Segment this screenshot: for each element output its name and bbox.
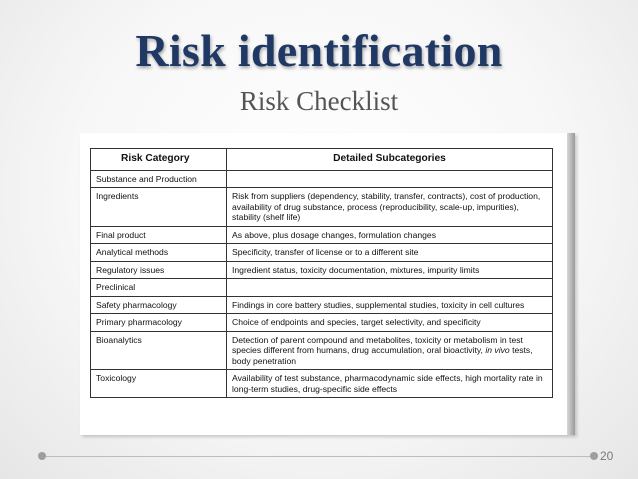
subcategory-cell: Choice of endpoints and species, target selectivity, and specificity xyxy=(227,314,553,332)
table-row xyxy=(91,244,553,262)
subcategory-text: tests, body penetration xyxy=(232,345,533,366)
footer-dot-left xyxy=(38,452,46,460)
subcategory-cell: Ingredient status, toxicity documentation, mixtures, impurity limits xyxy=(227,261,553,279)
subcategory-cell: Availability of test substance, pharmacodynamic side effects, high mortality rate in long-term studies, drug-specific side effects xyxy=(227,370,553,398)
footer-divider xyxy=(42,456,598,457)
table-row xyxy=(91,170,553,188)
table-row xyxy=(91,314,553,332)
risk-checklist-image xyxy=(80,133,575,435)
table-row xyxy=(91,261,553,279)
footer-dot-right xyxy=(590,452,598,460)
sheet-edge xyxy=(567,133,575,435)
table-row xyxy=(91,296,553,314)
risk-category-cell: Final product xyxy=(91,226,227,244)
risk-category-cell: Ingredients xyxy=(91,188,227,227)
table-header-row xyxy=(91,149,553,171)
table-row xyxy=(91,331,553,370)
column-header-risk-category: Risk Category xyxy=(91,149,227,171)
table-row xyxy=(91,226,553,244)
table-row xyxy=(91,188,553,227)
subcategory-cell: Findings in core battery studies, supplemental studies, toxicity in cell cultures xyxy=(227,296,553,314)
risk-category-cell: Regulatory issues xyxy=(91,261,227,279)
risk-category-cell: Analytical methods xyxy=(91,244,227,262)
column-header-detailed-subcategories: Detailed Subcategories xyxy=(227,149,553,171)
subcategory-cell xyxy=(227,170,553,188)
page-number: 20 xyxy=(600,449,614,463)
risk-category-cell: Toxicology xyxy=(91,370,227,398)
risk-category-cell: Safety pharmacology xyxy=(91,296,227,314)
subcategory-text: Detection of parent compound and metabolites, toxicity or metabolism in test species different from humans, drug accumulation, oral bioactivity, xyxy=(232,334,523,355)
risk-category-cell: Bioanalytics xyxy=(91,331,227,370)
risk-category-cell: Preclinical xyxy=(91,279,227,297)
slide-subtitle: Risk Checklist xyxy=(239,86,399,116)
table-row xyxy=(91,279,553,297)
subcategory-cell: Risk from suppliers (dependency, stability, transfer, contracts), cost of production, availability of drug substance, process (reproducibility, scale-up, impurities), stability (shelf life) xyxy=(227,188,553,227)
slide-title: Risk identification xyxy=(135,25,503,76)
risk-checklist-table xyxy=(90,148,553,398)
table-row xyxy=(91,370,553,398)
subcategory-cell xyxy=(227,279,553,297)
subcategory-cell xyxy=(227,331,553,370)
subcategory-italic-text: in vivo xyxy=(485,345,510,355)
subcategory-cell: Specificity, transfer of license or to a different site xyxy=(227,244,553,262)
subcategory-cell: As above, plus dosage changes, formulation changes xyxy=(227,226,553,244)
risk-category-cell: Primary pharmacology xyxy=(91,314,227,332)
risk-category-cell: Substance and Production xyxy=(91,170,227,188)
